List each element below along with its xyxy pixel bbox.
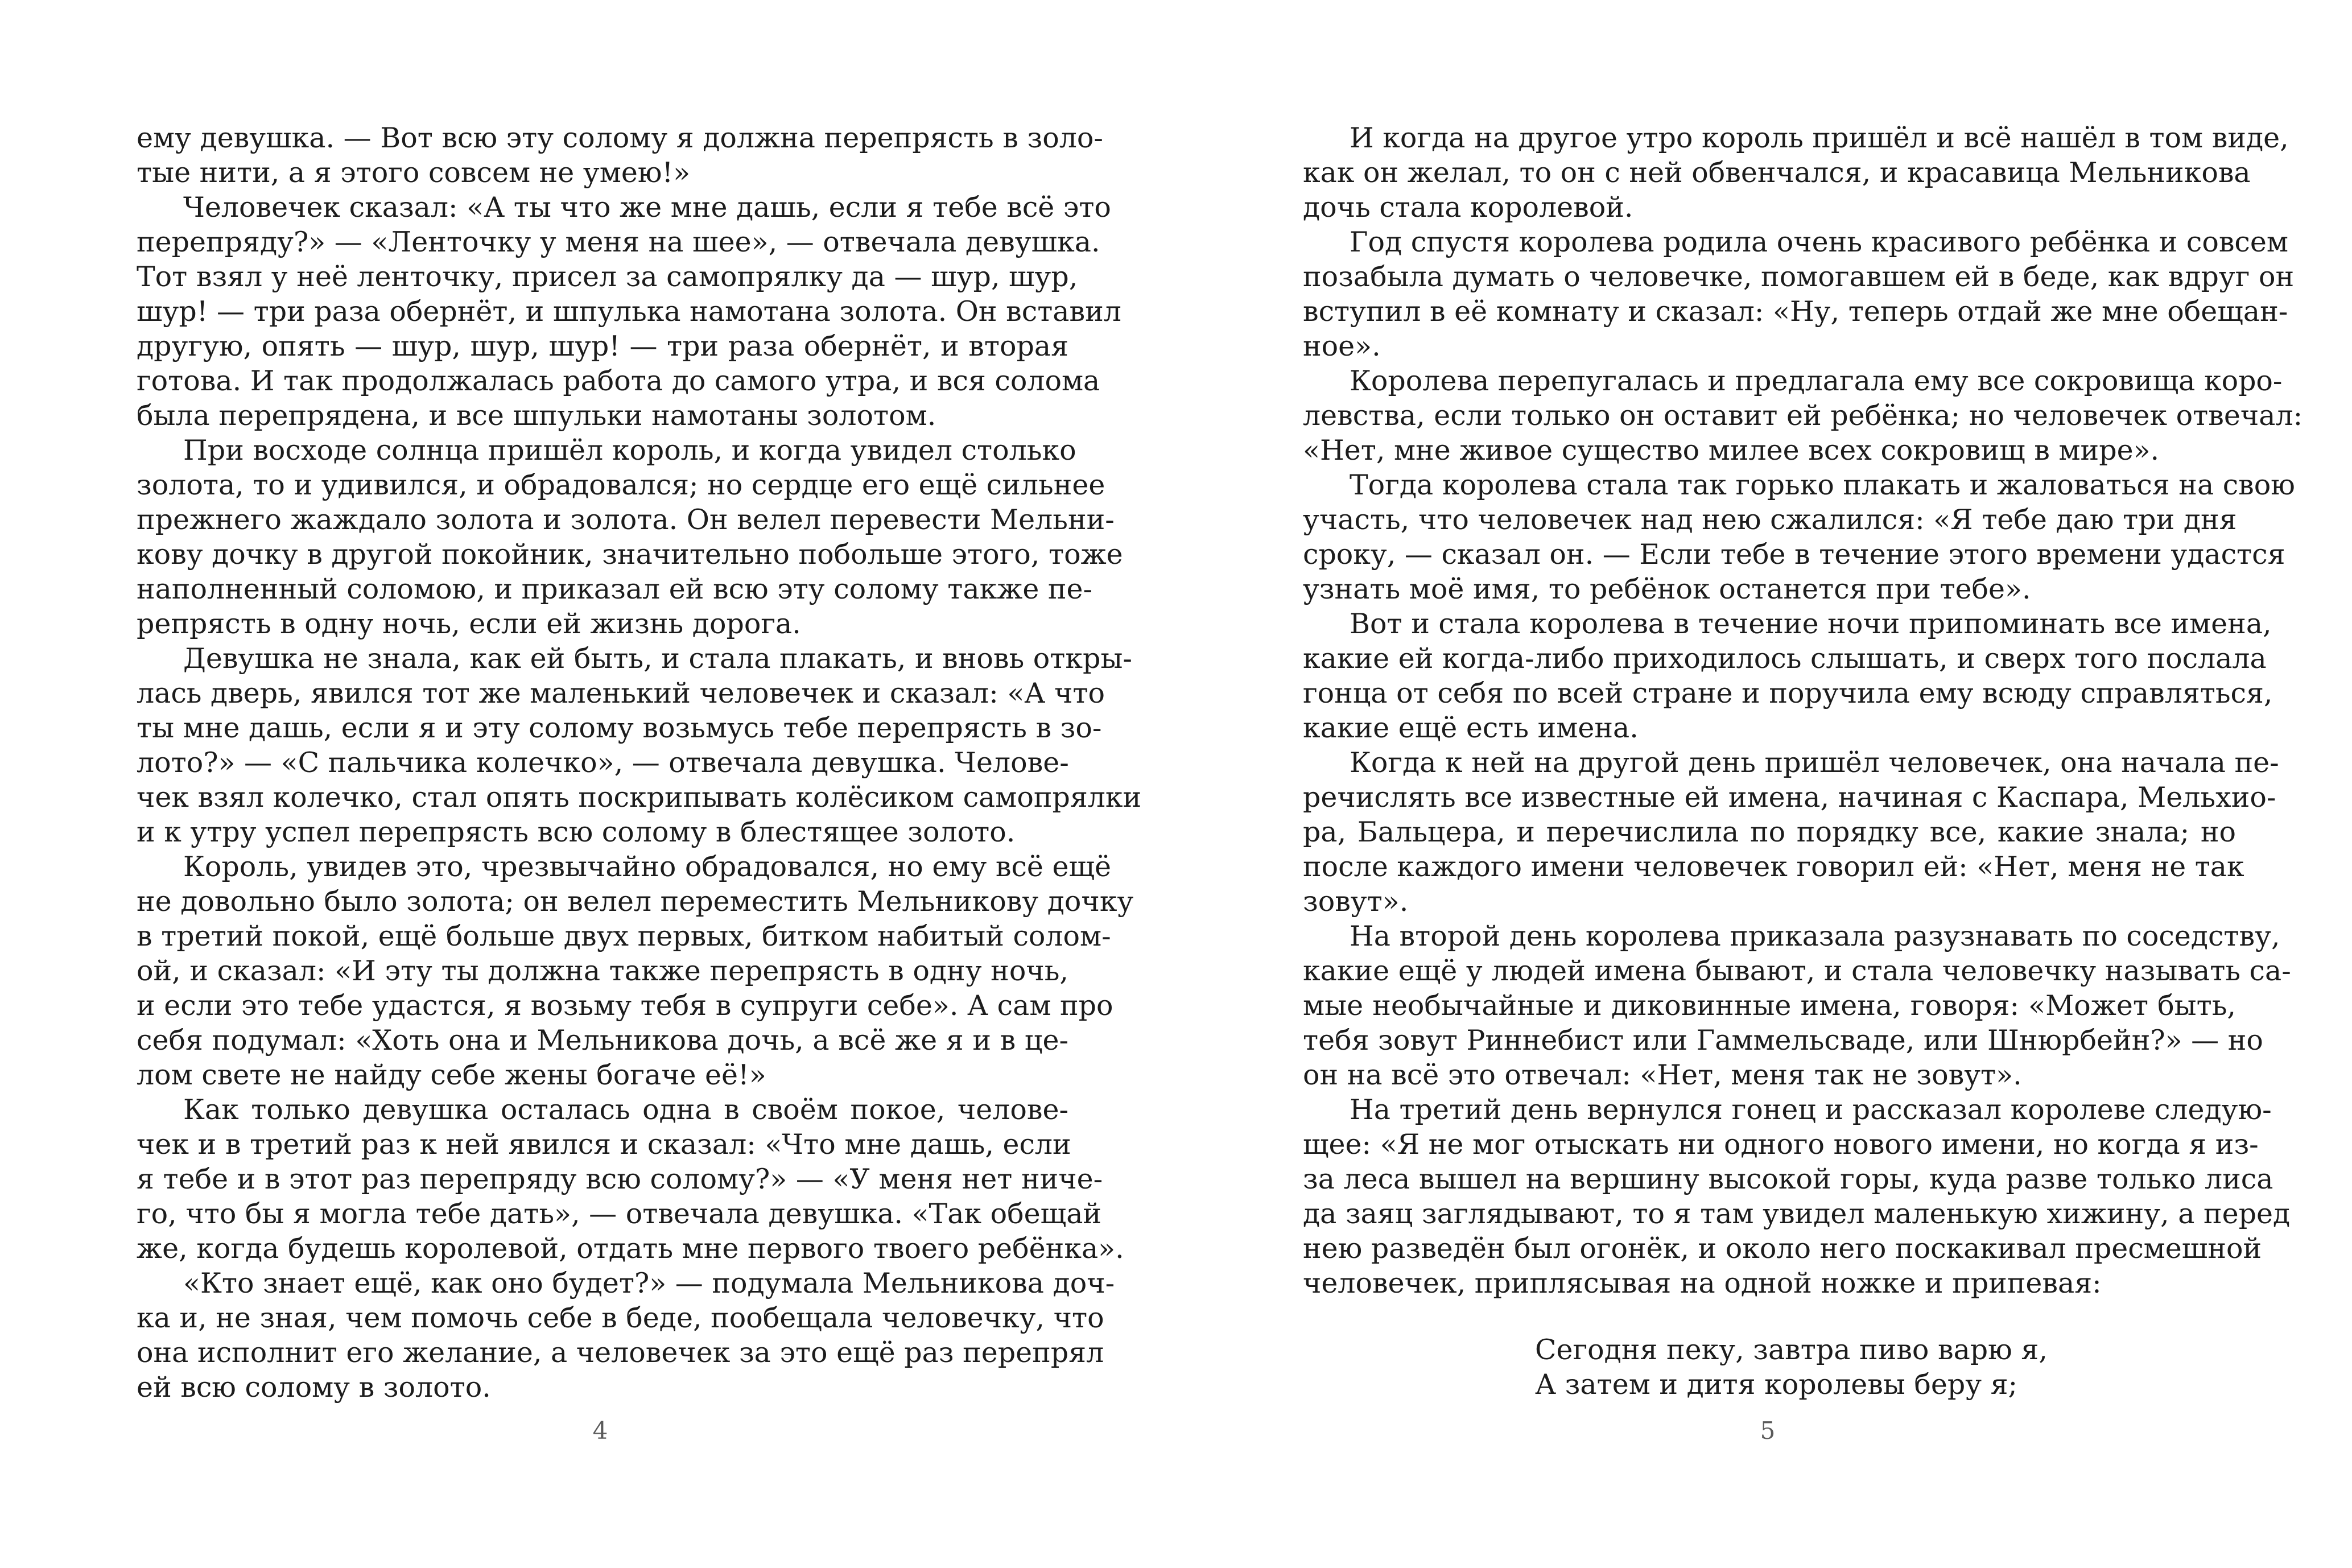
text-line: И когда на другое утро король пришёл и всё нашёл в том виде, — [1350, 122, 2289, 154]
verse-line: Сегодня пеку, завтра пиво варю я, — [1535, 1334, 2048, 1366]
left-page-text — [137, 121, 1142, 1405]
text-line: репрясть в одну ночь, если ей жизнь дорога. — [137, 608, 801, 640]
text-line: ра, Бальцера, и перечислила по порядку все, какие знала; но — [1303, 816, 2236, 848]
text-line: Тогда королева стала так горько плакать и жаловаться на свою — [1350, 469, 2295, 501]
verse-line: А затем и дитя королевы беру я; — [1535, 1368, 2018, 1401]
text-line: золота, то и удивился, и обрадовался; но сердце его ещё сильнее — [137, 469, 1105, 501]
text-line: сроку, — сказал он. — Если тебе в течение этого времени удастся — [1303, 538, 2285, 571]
text-line: была перепрядена, и все шпульки намотаны золотом. — [137, 399, 936, 432]
text-line: «Кто знает ещё, как оно будет?» — подумала Мельникова доч- — [183, 1267, 1115, 1299]
text-line: перепряду?» — «Ленточку у меня на шее», — отвечала девушка. — [137, 226, 1100, 258]
text-line: Вот и стала королева в течение ночи припоминать все имена, — [1350, 608, 2272, 640]
text-line: позабыла думать о человечке, помогавшем ей в беде, как вдруг он — [1303, 261, 2295, 293]
text-line: наполненный соломою, и приказал ей всю эту солому также пе- — [137, 573, 1093, 605]
text-line: мые необычайные и диковинные имена, говоря: «Может быть, — [1303, 989, 2236, 1022]
text-line: «Нет, мне живое существо милее всех сокровищ в мире». — [1303, 434, 2160, 467]
text-line: На третий день вернулся гонец и рассказал королеве следую- — [1350, 1094, 2272, 1126]
text-line: он на всё это отвечал: «Нет, меня так не зовут». — [1303, 1059, 2022, 1091]
text-line: и если это тебе удастся, я возьму тебя в супруги себе». А сам про — [137, 989, 1113, 1022]
text-line: речислять все известные ей имена, начиная с Каспара, Мельхио- — [1303, 781, 2276, 814]
text-line: я тебе и в этот раз перепряду всю солому?» — «У меня нет ниче- — [137, 1163, 1103, 1195]
text-line: узнать моё имя, то ребёнок останется при тебе». — [1303, 573, 2031, 605]
text-line: какие ещё есть имена. — [1303, 712, 1639, 744]
text-line: ное». — [1303, 330, 1381, 362]
text-line: какие ей когда-либо приходилось слышать, и сверх того послала — [1303, 642, 2267, 675]
text-line: же, когда будешь королевой, отдать мне первого твоего ребёнка». — [137, 1232, 1124, 1265]
text-line: ей всю солому в золото. — [137, 1371, 491, 1404]
text-line: ой, и сказал: «И эту ты должна также перепрясть в одну ночь, — [137, 955, 1068, 987]
text-line: При восходе солнца пришёл король, и когда увидел столько — [183, 434, 1076, 467]
text-line: Когда к ней на другой день пришёл человечек, она начала пе- — [1350, 746, 2279, 779]
text-line: да заяц заглядывают, то я там увидел маленькую хижину, а перед — [1303, 1198, 2291, 1230]
text-line: какие ещё у людей имена бывают, и стала человечку называть са- — [1303, 955, 2291, 987]
text-line: за леса вышел на вершину высокой горы, куда разве только лиса — [1303, 1163, 2273, 1195]
text-line: зовут». — [1303, 885, 1409, 918]
text-line: Королева перепугалась и предлагала ему все сокровища коро- — [1350, 365, 2283, 397]
text-line: лом свете не найду себе жены богаче её!» — [137, 1059, 766, 1091]
right-page — [1303, 121, 2303, 1402]
text-line: дочь стала королевой. — [1303, 191, 1633, 224]
text-line: кову дочку в другой покойник, значительно побольше этого, тоже — [137, 538, 1123, 571]
text-line: участь, что человечек над нею сжалился: «Я тебе даю три дня — [1303, 504, 2237, 536]
text-line: другую, опять — шур, шур, шур! — три раза обернёт, и вторая — [137, 330, 1068, 362]
text-line: себя подумал: «Хоть она и Мельникова дочь, а всё же я и в це- — [137, 1024, 1068, 1057]
text-line: человечек, приплясывая на одной ножке и припевая: — [1303, 1267, 2102, 1299]
text-line: го, что бы я могла тебе дать», — отвечала девушка. «Так обещай — [137, 1198, 1102, 1230]
text-line: Человечек сказал: «А ты что же мне дашь, если я тебе всё это — [183, 191, 1111, 224]
verse — [1303, 1332, 2236, 1402]
text-line: ка и, не зная, чем помочь себе в беде, пообещала человечку, что — [137, 1302, 1104, 1334]
text-line: левства, если только он оставит ей ребёнка; но человечек отвечал: — [1303, 399, 2303, 432]
text-line: как он желал, то он с ней обвенчался, и красавица Мельникова — [1303, 156, 2251, 189]
text-line: она исполнит его желание, а человечек за это ещё раз перепрял — [137, 1336, 1104, 1369]
text-line: Тот взял у неё ленточку, присел за самопрялку да — шур, шур, — [137, 261, 1078, 293]
text-line: не довольно было золота; он велел переместить Мельникову дочку — [137, 885, 1134, 918]
text-line: лото?» — «С пальчика колечко», — отвечала девушка. Челове- — [137, 746, 1069, 779]
text-line: нею разведён был огонёк, и около него поскакивал пресмешной — [1303, 1232, 2262, 1265]
text-line: ты мне дашь, если я и эту солому возьмусь тебе перепрясть в зо- — [137, 712, 1102, 744]
text-line: ему девушка. — Вот всю эту солому я должна перепрясть в золо- — [137, 122, 1103, 154]
page-number-left: 4 — [592, 1417, 608, 1445]
text-line: Год спустя королева родила очень красивого ребёнка и совсем — [1350, 226, 2288, 258]
text-line: лась дверь, явился тот же маленький человечек и сказал: «А что — [137, 677, 1105, 709]
right-page-text — [1303, 121, 2303, 1301]
text-line: в третий покой, ещё больше двух первых, битком набитый солом- — [137, 920, 1111, 952]
text-line: вступил в её комнату и сказал: «Ну, теперь отдай же мне обещан- — [1303, 295, 2288, 328]
text-line: Король, увидев это, чрезвычайно обрадовался, но ему всё ещё — [183, 851, 1112, 883]
text-line: после каждого имени человечек говорил ей: «Нет, меня не так — [1303, 851, 2244, 883]
text-line: тые нити, а я этого совсем не умею!» — [137, 156, 691, 189]
text-line: чек взял колечко, стал опять поскрипывать колёсиком самопрялки — [137, 781, 1142, 814]
text-line: Как только девушка осталась одна в своём покое, челове- — [183, 1094, 1068, 1126]
text-line: Девушка не знала, как ей быть, и стала плакать, и вновь откры- — [183, 642, 1132, 675]
text-line: шур! — три раза обернёт, и шпулька намотана золота. Он вставил — [137, 295, 1121, 328]
page-number-right: 5 — [1760, 1417, 1776, 1445]
text-line: и к утру успел перепрясть всю солому в блестящее золото. — [137, 816, 1016, 848]
text-line: тебя зовут Риннебист или Гаммельсваде, или Шнюрбейн?» — но — [1303, 1024, 2263, 1057]
text-line: чек и в третий раз к ней явился и сказал: «Что мне дашь, если — [137, 1128, 1071, 1161]
left-page — [137, 121, 1142, 1405]
text-line: На второй день королева приказала разузнавать по соседству, — [1350, 920, 2280, 952]
text-line: щее: «Я не мог отыскать ни одного нового имени, но когда я из- — [1303, 1128, 2259, 1161]
text-line: гонца от себя по всей стране и поручила ему всюду справляться, — [1303, 677, 2273, 709]
text-line: прежнего жаждало золота и золота. Он велел перевести Мельни- — [137, 504, 1115, 536]
text-line: готова. И так продолжалась работа до самого утра, и вся солома — [137, 365, 1100, 397]
